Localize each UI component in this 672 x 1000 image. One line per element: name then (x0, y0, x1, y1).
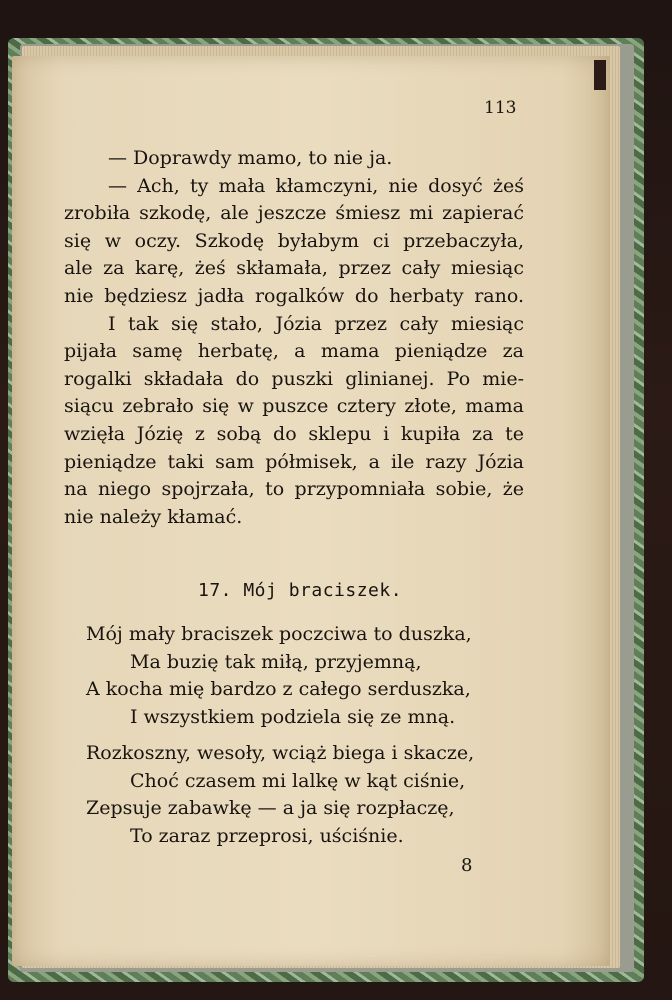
poem-stanza-2 (86, 740, 506, 850)
verse-line: To zaraz przeprosi, uściśnie. (130, 824, 404, 847)
page-number: 113 (484, 98, 517, 118)
prose-line: na niego spojrzała, to przypomniała sobie, że (64, 478, 524, 501)
prose-line: nie będziesz jadła rogalków do herbaty rano. (64, 284, 524, 307)
verse-line: Rozkoszny, wesoły, wciąż biega i skacze, (86, 742, 475, 764)
verse-line: Mój mały braciszek poczciwa to duszka, (86, 623, 472, 645)
bookmark-ribbon (594, 60, 606, 90)
prose-line: ale za karę, żeś skłamała, przez cały miesiąc (64, 257, 524, 280)
verse-line: A kocha mię bardzo z całego serduszka, (86, 678, 471, 701)
prose-line: — Ach, ty mała kłamczyni, nie dosyć żeś (108, 174, 524, 197)
prose-line: rogalki składała do puszki glinianej. Po mie- (64, 367, 524, 390)
prose-line: pieniądze taki sam półmisek, a ile razy Józia (64, 450, 524, 473)
prose-line: wzięła Józię z sobą do sklepu i kupiła za te (64, 422, 524, 445)
prose-line: się w oczy. Szkodę byłabym ci przebaczyła, (64, 229, 524, 252)
prose-line: pijała samę herbatę, a mama pieniądze za (64, 340, 524, 363)
verse-line: I wszystkiem podziela się ze mną. (130, 705, 456, 728)
prose-line: I tak się stało, Józia przez cały miesiąc (108, 312, 524, 335)
prose-line: nie należy kłamać. (64, 505, 243, 528)
prose-block (64, 145, 524, 531)
poem-title: 17. Mój braciszek. (198, 580, 403, 601)
prose-line: — Doprawdy mamo, to nie ja. (108, 147, 393, 169)
prose-line: siącu zebrało się w puszce cztery złote, mama (64, 395, 524, 418)
signature-mark: 8 (461, 855, 473, 876)
verse-line: Ma buzię tak miłą, przyjemną, (130, 650, 422, 673)
verse-line: Choć czasem mi lalkę w kąt ciśnie, (130, 769, 466, 792)
verse-line: Zepsuje zabawkę — a ja się rozpłaczę, (86, 797, 455, 820)
poem-stanza-1 (86, 621, 506, 731)
prose-line: zrobiła szkodę, ale jeszcze śmiesz mi zapierać (64, 202, 524, 225)
